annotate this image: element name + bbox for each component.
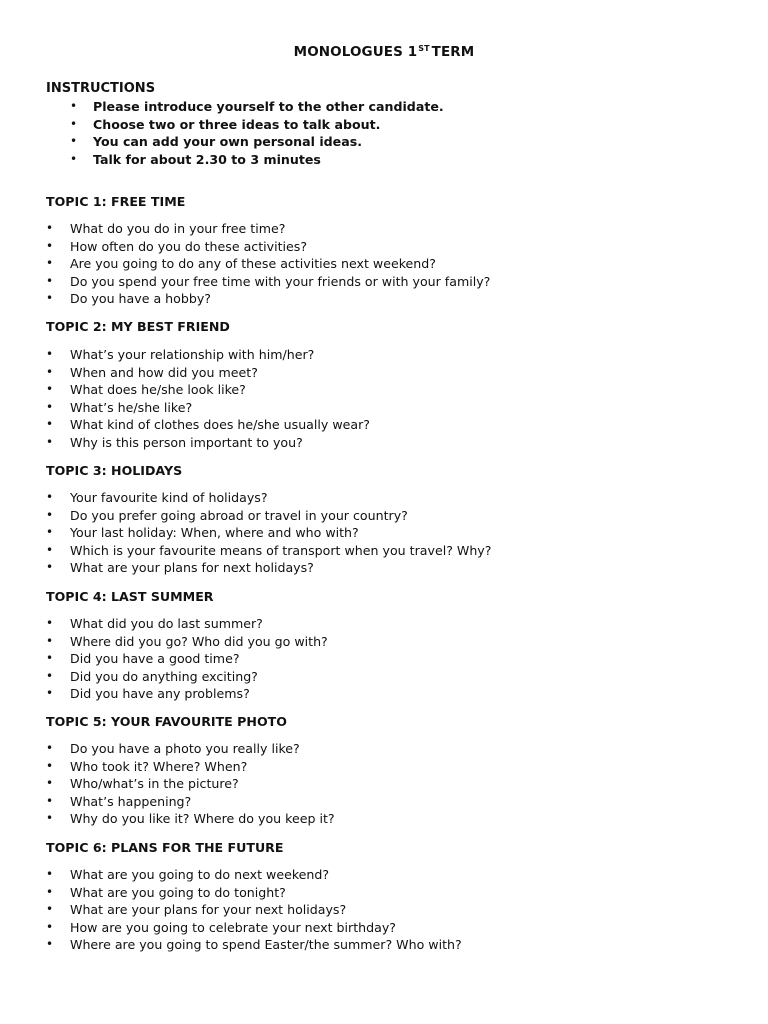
bullet-icon: • — [46, 291, 54, 305]
bullet-icon: • — [46, 382, 54, 396]
topic-5-list — [46, 740, 335, 828]
list-item — [46, 346, 370, 364]
bullet-icon: • — [46, 651, 54, 665]
question-text: Where are you going to spend Easter/the summer? Who with? — [70, 937, 462, 952]
question-text: Do you have a hobby? — [70, 291, 211, 306]
question-text: Did you do anything exciting? — [70, 668, 258, 684]
list-item — [46, 489, 491, 507]
question-text: What kind of clothes does he/she usually wear? — [70, 417, 370, 432]
list-item — [46, 255, 490, 273]
bullet-icon: • — [46, 399, 54, 414]
topic-4-list — [46, 615, 328, 703]
instructions-list — [70, 98, 444, 168]
question-text: What did you do last summer? — [70, 616, 263, 631]
bullet-icon: • — [46, 668, 54, 683]
list-item — [46, 559, 491, 577]
list-item — [46, 685, 328, 703]
bullet-icon: • — [46, 867, 54, 881]
list-item — [46, 901, 462, 919]
topic-5-heading: TOPIC 5: YOUR FAVOURITE PHOTO — [46, 714, 287, 729]
question-text: Do you have a photo you really like? — [70, 741, 300, 756]
list-item — [46, 364, 370, 382]
question-text: Which is your favourite means of transport when you travel? Why? — [70, 542, 492, 558]
list-item — [46, 399, 370, 417]
title-rest: TERM — [431, 44, 475, 60]
question-text: Why do you like it? Where do you keep it? — [70, 811, 335, 826]
question-text: What are you going to do tonight? — [70, 884, 286, 900]
bullet-icon: • — [46, 937, 54, 951]
bullet-icon: • — [46, 560, 54, 574]
bullet-icon: • — [46, 273, 54, 288]
bullet-icon: • — [70, 134, 78, 148]
list-item — [46, 238, 490, 256]
question-text: What are your plans for your next holidays? — [70, 902, 347, 917]
topic-3-heading: TOPIC 3: HOLIDAYS — [46, 463, 183, 478]
bullet-icon: • — [46, 686, 54, 700]
bullet-icon: • — [46, 919, 54, 934]
topic-2-heading: TOPIC 2: MY BEST FRIEND — [46, 319, 230, 334]
question-text: Are you going to do any of these activities next weekend? — [70, 256, 436, 271]
bullet-icon: • — [46, 417, 54, 431]
question-text: Who/what’s in the picture? — [70, 776, 239, 791]
question-text: How often do you do these activities? — [70, 238, 308, 254]
list-item — [46, 633, 328, 651]
question-text: Who took it? Where? When? — [70, 758, 248, 774]
question-text: Did you have any problems? — [70, 686, 250, 701]
instructions-heading: INSTRUCTIONS — [46, 81, 156, 96]
list-item — [46, 220, 490, 238]
bullet-icon: • — [70, 99, 78, 113]
list-item — [46, 740, 335, 758]
question-text: What’s happening? — [70, 793, 192, 809]
bullet-icon: • — [46, 811, 54, 825]
instruction-text: Talk for about 2.30 to 3 minutes — [93, 151, 321, 167]
topic-6-heading: TOPIC 6: PLANS FOR THE FUTURE — [46, 840, 284, 855]
bullet-icon: • — [70, 116, 78, 131]
bullet-icon: • — [46, 793, 54, 808]
bullet-icon: • — [70, 151, 78, 166]
question-text: Do you prefer going abroad or travel in your country? — [70, 507, 408, 523]
bullet-icon: • — [46, 616, 54, 630]
bullet-icon: • — [46, 902, 54, 916]
list-item — [46, 381, 370, 399]
topic-1-list — [46, 220, 490, 308]
bullet-icon: • — [46, 776, 54, 790]
question-text: How are you going to celebrate your next birthday? — [70, 919, 396, 935]
title-main: MONOLOGUES 1 — [293, 44, 418, 60]
bullet-icon: • — [46, 221, 54, 235]
question-text: When and how did you meet? — [70, 364, 258, 380]
list-item — [46, 866, 462, 884]
question-text: Why is this person important to you? — [70, 434, 303, 450]
instruction-item — [70, 98, 444, 116]
list-item — [46, 884, 462, 902]
bullet-icon: • — [46, 525, 54, 539]
list-item — [46, 919, 462, 937]
topic-4-heading: TOPIC 4: LAST SUMMER — [46, 589, 214, 604]
question-text: Where did you go? Who did you go with? — [70, 633, 328, 649]
title-superscript: ST — [418, 44, 430, 53]
bullet-icon: • — [46, 542, 54, 557]
instruction-text: Choose two or three ideas to talk about. — [93, 116, 381, 132]
bullet-icon: • — [46, 633, 54, 648]
bullet-icon: • — [46, 507, 54, 522]
bullet-icon: • — [46, 434, 54, 449]
list-item — [46, 793, 335, 811]
bullet-icon: • — [46, 758, 54, 773]
question-text: Your last holiday: When, where and who with? — [70, 525, 359, 540]
topic-2-list — [46, 346, 370, 451]
list-item — [46, 434, 370, 452]
page-title — [0, 44, 768, 60]
list-item — [46, 273, 490, 291]
topic-3-list — [46, 489, 491, 577]
list-item — [46, 615, 328, 633]
question-text: What do you do in your free time? — [70, 221, 286, 236]
bullet-icon: • — [46, 256, 54, 270]
question-text: Did you have a good time? — [70, 651, 240, 666]
question-text: Do you spend your free time with your friends or with your family? — [70, 273, 491, 289]
list-item — [46, 668, 328, 686]
list-item — [46, 290, 490, 308]
topic-6-list — [46, 866, 462, 954]
question-text: What are your plans for next holidays? — [70, 560, 314, 575]
bullet-icon: • — [46, 238, 54, 253]
topic-1-heading: TOPIC 1: FREE TIME — [46, 194, 186, 209]
instruction-item — [70, 151, 444, 169]
list-item — [46, 775, 335, 793]
question-text: What’s your relationship with him/her? — [70, 347, 315, 362]
question-text: What’s he/she like? — [70, 399, 193, 415]
bullet-icon: • — [46, 347, 54, 361]
list-item — [46, 416, 370, 434]
bullet-icon: • — [46, 884, 54, 899]
list-item — [46, 758, 335, 776]
list-item — [46, 810, 335, 828]
bullet-icon: • — [46, 741, 54, 755]
bullet-icon: • — [46, 490, 54, 504]
list-item — [46, 936, 462, 954]
instruction-item — [70, 116, 444, 134]
question-text: What are you going to do next weekend? — [70, 867, 330, 882]
list-item — [46, 650, 328, 668]
question-text: Your favourite kind of holidays? — [70, 490, 268, 505]
list-item — [46, 507, 491, 525]
instruction-text: You can add your own personal ideas. — [93, 134, 362, 149]
bullet-icon: • — [46, 364, 54, 379]
instruction-item — [70, 133, 444, 151]
list-item — [46, 542, 491, 560]
list-item — [46, 524, 491, 542]
instruction-text: Please introduce yourself to the other candidate. — [93, 99, 444, 114]
question-text: What does he/she look like? — [70, 382, 246, 397]
